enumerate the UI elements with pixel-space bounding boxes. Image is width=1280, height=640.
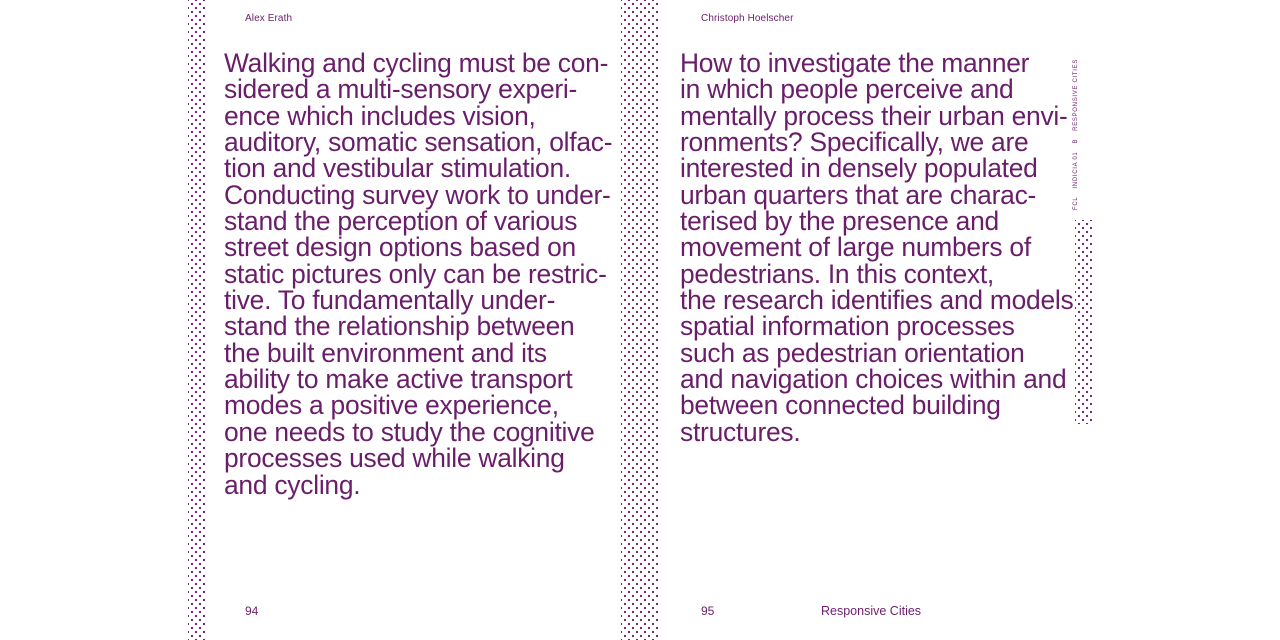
left-dot-strip (188, 0, 206, 640)
left-body-line: tive. To fundamentally under- (224, 285, 556, 316)
left-body-line: processes used while walking (224, 443, 565, 474)
right-author: Christoph Hoelscher (701, 13, 794, 24)
right-body-line: interested in densely populated (680, 153, 1038, 184)
left-body-text (224, 50, 612, 498)
right-body-line: and navigation choices within and (680, 364, 1067, 395)
left-page-number: 94 (245, 604, 259, 618)
right-body-line: spatial information processes (680, 311, 1015, 342)
right-body-line: ronments? Specifically, we are (680, 127, 1029, 158)
left-body-line: the built environment and its (224, 337, 547, 368)
running-title: Responsive Cities (821, 604, 922, 618)
side-label (1073, 58, 1079, 210)
side-label-segment: RESPONSIVE CITIES (1073, 58, 1079, 131)
side-label-segment: INDICIA 01 (1073, 151, 1079, 189)
left-body-line: Conducting survey work to under- (224, 179, 611, 210)
right-body-line: such as pedestrian orientation (680, 337, 1025, 368)
right-body-text (680, 50, 1073, 445)
right-dot-strip (1075, 220, 1093, 424)
right-body-line: structures. (680, 416, 801, 447)
right-body-line: mentally process their urban envi- (680, 100, 1068, 131)
left-body-line: street design options based on (224, 232, 576, 263)
left-body-line: stand the relationship between (224, 311, 575, 342)
right-page-number: 95 (701, 604, 715, 618)
left-body-line: static pictures only can be restric- (224, 258, 607, 289)
left-body-line: auditory, somatic sensation, olfac- (224, 127, 613, 158)
left-author: Alex Erath (245, 13, 293, 24)
right-body-line: urban quarters that are charac- (680, 179, 1037, 210)
side-label-segment: B (1073, 138, 1079, 144)
left-body-line: and cycling. (224, 469, 361, 500)
right-body-line: pedestrians. In this context, (680, 258, 995, 289)
side-label-segment: FCL (1073, 196, 1079, 210)
right-body-line: movement of large numbers of (680, 232, 1031, 263)
left-body-line: modes a positive experience, (224, 390, 559, 421)
right-body-line: terised by the presence and (680, 206, 999, 237)
center-dot-strip (621, 0, 659, 640)
right-body-line: the research identifies and models (680, 285, 1074, 316)
left-body-line: ability to make active transport (224, 364, 573, 395)
right-body-line: between connected building (680, 390, 1001, 421)
left-body-line: Walking and cycling must be con- (224, 48, 609, 78)
right-body-line: How to investigate the manner (680, 48, 1030, 78)
left-body-line: stand the perception of various (224, 206, 578, 237)
left-body-line: one needs to study the cognitive (224, 416, 595, 447)
right-body-line: in which people perceive and (680, 74, 1014, 105)
left-body-line: ence which includes vision, (224, 100, 536, 131)
left-body-line: tion and vestibular stimulation. (224, 153, 571, 184)
left-body-line: sidered a multi-sensory experi- (224, 74, 578, 105)
